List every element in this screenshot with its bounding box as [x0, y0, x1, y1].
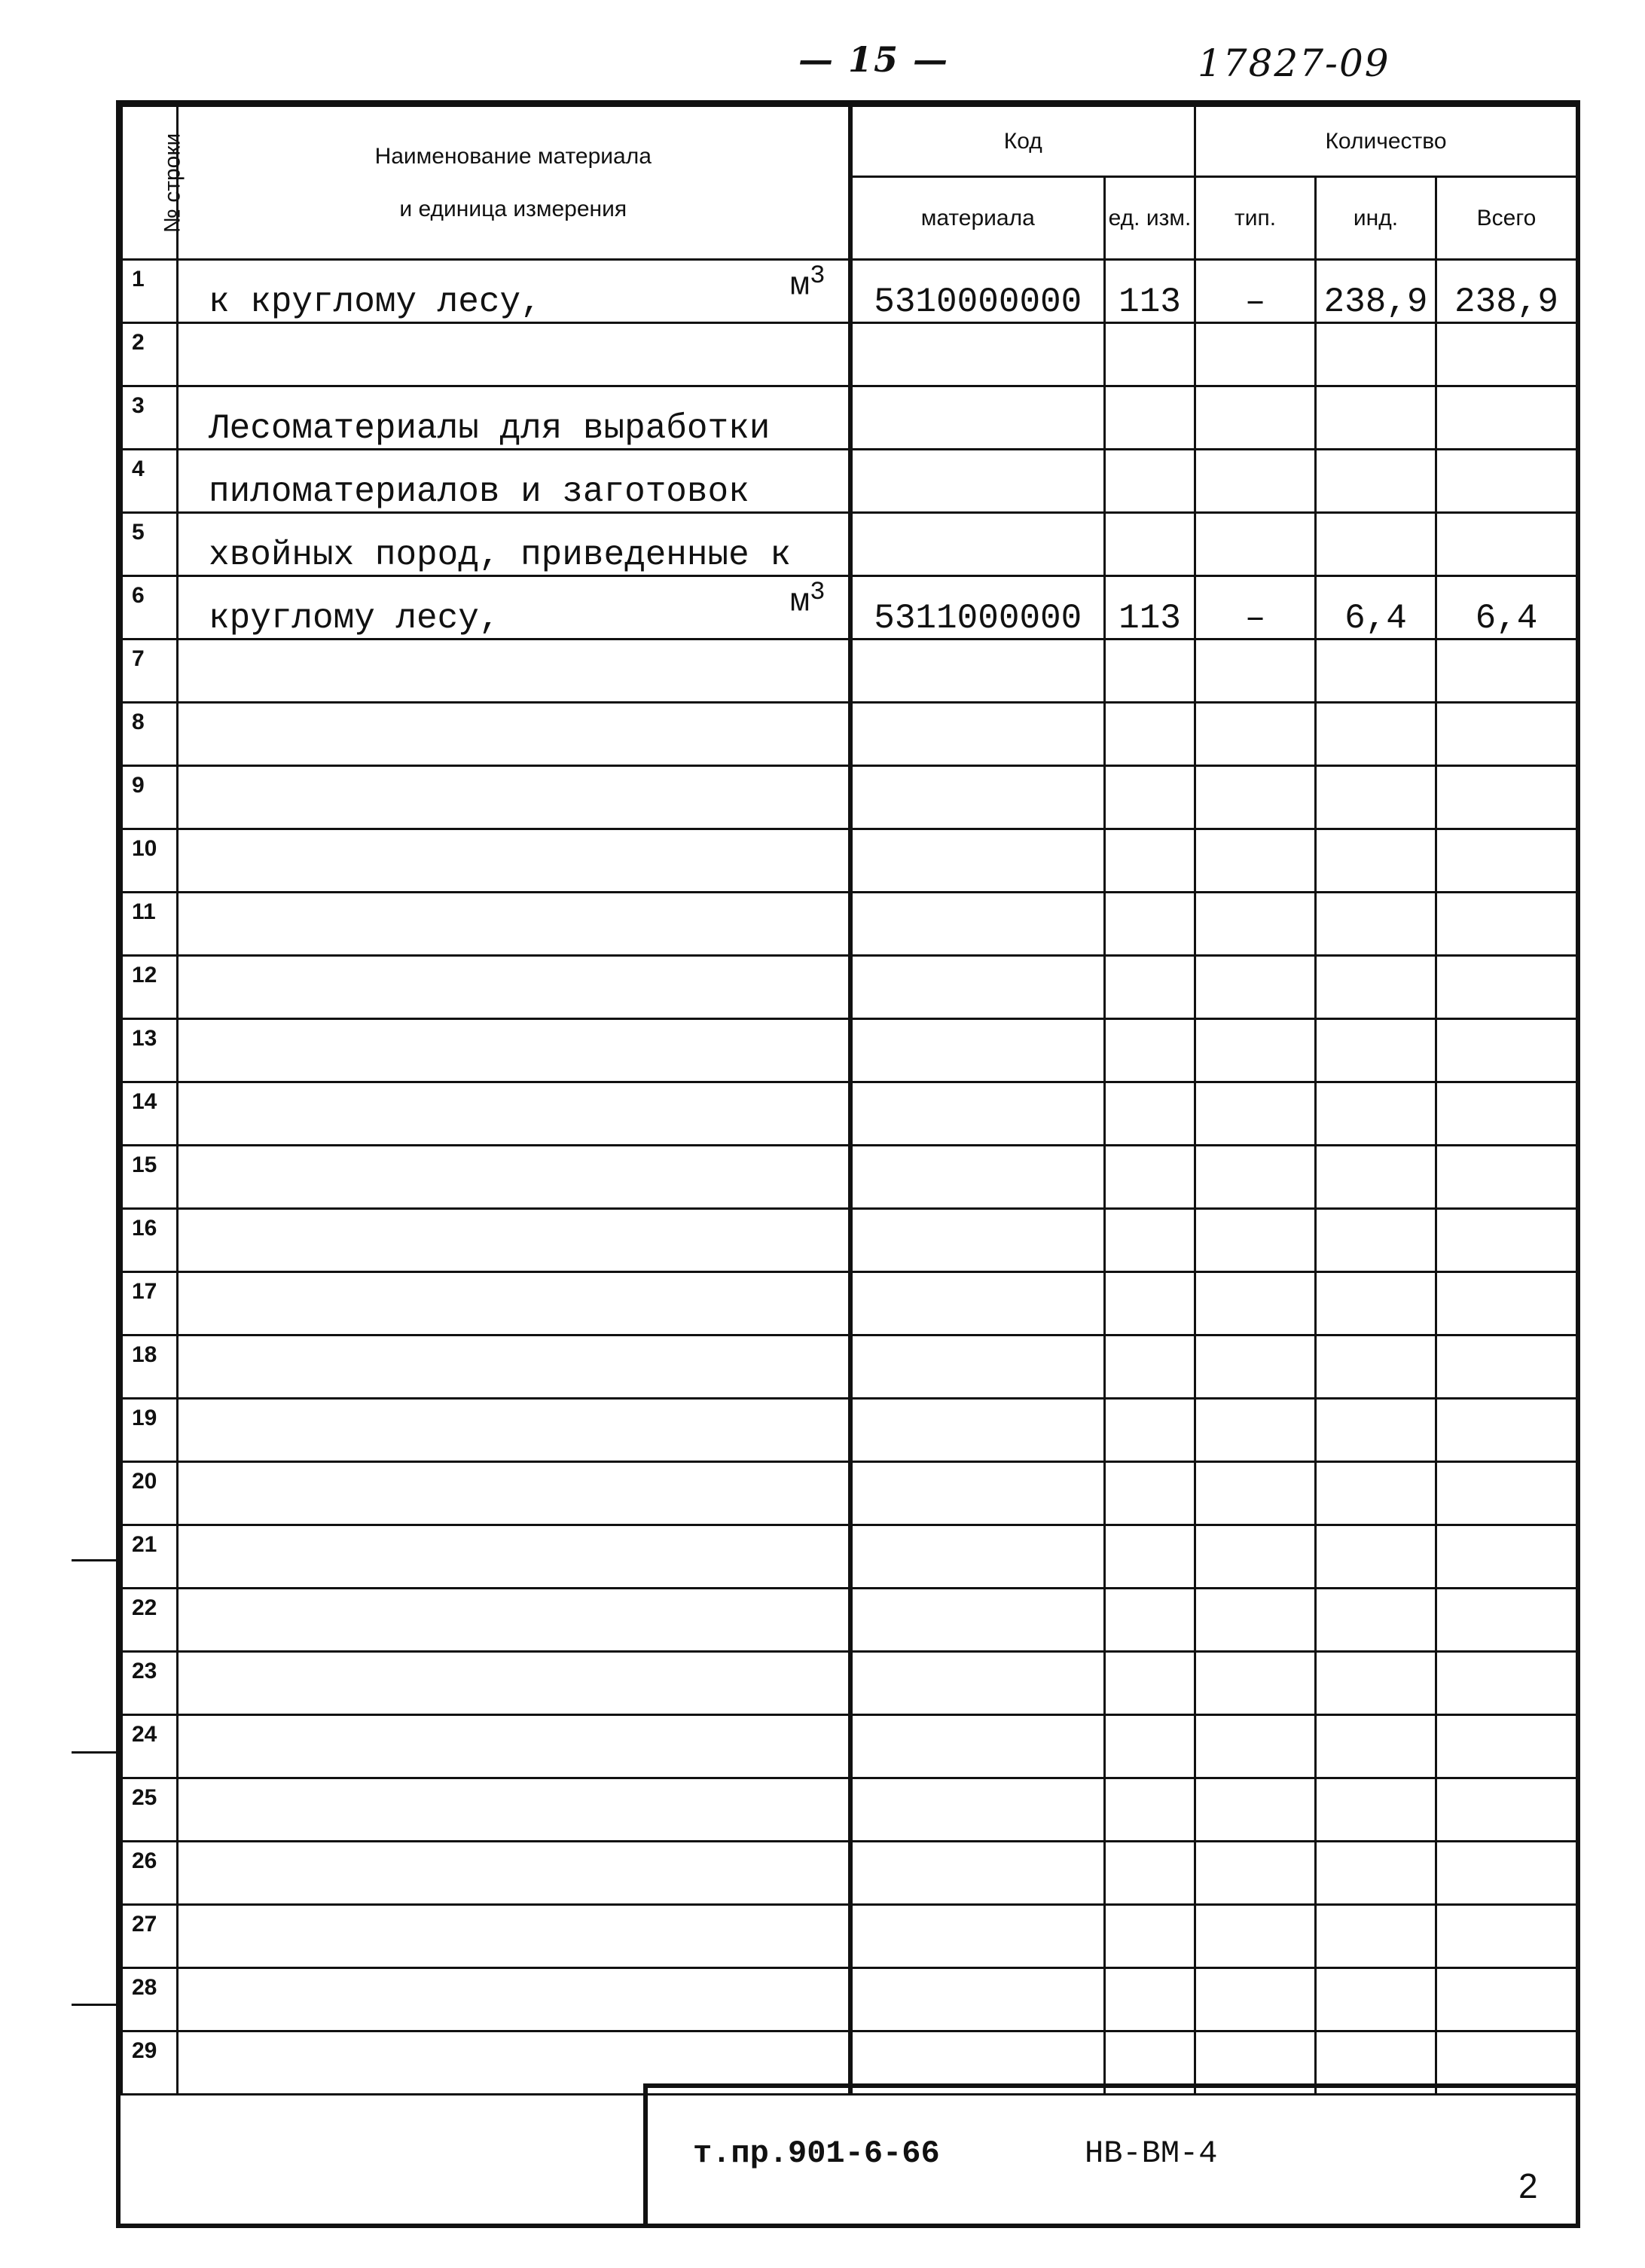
- row-number-cell: 20: [122, 1462, 178, 1525]
- table-row: [122, 766, 1577, 829]
- unit-code-cell: [1105, 1589, 1195, 1652]
- qty-typ-cell: [1195, 1335, 1316, 1399]
- table-row: [122, 1652, 1577, 1715]
- material-name-cell: [178, 1842, 850, 1905]
- qty-ind-cell: [1316, 1335, 1436, 1399]
- qty-ind-cell: [1316, 1905, 1436, 1968]
- qty-ind-cell: [1316, 766, 1436, 829]
- material-code-cell: [850, 639, 1105, 703]
- unit-code-cell: 113: [1105, 260, 1195, 323]
- qty-typ-cell: [1195, 1399, 1316, 1462]
- header-total: Всего: [1436, 177, 1577, 260]
- material-code-cell: [850, 1652, 1105, 1715]
- qty-ind-cell: 6,4: [1316, 576, 1436, 639]
- qty-ind-cell: 238,9: [1316, 260, 1436, 323]
- qty-typ-cell: [1195, 513, 1316, 576]
- table-row: [122, 1715, 1577, 1778]
- qty-total-cell: [1436, 829, 1577, 893]
- table-row: [122, 1209, 1577, 1272]
- table-row: [122, 893, 1577, 956]
- row-number-cell: 9: [122, 766, 178, 829]
- row-number-cell: 13: [122, 1019, 178, 1082]
- qty-ind-cell: [1316, 829, 1436, 893]
- qty-total-cell: 6,4: [1436, 576, 1577, 639]
- qty-typ-cell: [1195, 386, 1316, 450]
- table-row: [122, 1146, 1577, 1209]
- qty-total-cell: [1436, 956, 1577, 1019]
- table-row: [122, 513, 1577, 576]
- qty-total-cell: [1436, 513, 1577, 576]
- material-code-cell: [850, 1272, 1105, 1335]
- qty-total-cell: [1436, 893, 1577, 956]
- qty-ind-cell: [1316, 1146, 1436, 1209]
- qty-ind-cell: [1316, 1968, 1436, 2031]
- unit-code-cell: [1105, 829, 1195, 893]
- qty-ind-cell: [1316, 1082, 1436, 1146]
- qty-typ-cell: [1195, 1905, 1316, 1968]
- material-name-cell: [178, 1905, 850, 1968]
- table-row: [122, 1589, 1577, 1652]
- material-name-cell: [178, 766, 850, 829]
- qty-typ-cell: [1195, 1082, 1316, 1146]
- qty-total-cell: [1436, 639, 1577, 703]
- qty-total-cell: [1436, 1715, 1577, 1778]
- qty-total-cell: [1436, 1652, 1577, 1715]
- material-name-cell: [178, 1525, 850, 1589]
- unit-code-cell: [1105, 450, 1195, 513]
- row-number-cell: 4: [122, 450, 178, 513]
- row-number-cell: 23: [122, 1652, 178, 1715]
- qty-total-cell: [1436, 323, 1577, 386]
- header-material-code: материала: [850, 177, 1105, 260]
- row-number-cell: 5: [122, 513, 178, 576]
- qty-typ-cell: [1195, 1589, 1316, 1652]
- material-name-cell: [178, 1652, 850, 1715]
- material-code-cell: 5311000000: [850, 576, 1105, 639]
- material-code-cell: [850, 893, 1105, 956]
- unit-code-cell: [1105, 1842, 1195, 1905]
- qty-ind-cell: [1316, 1272, 1436, 1335]
- material-name-cell: [178, 1715, 850, 1778]
- qty-ind-cell: [1316, 1842, 1436, 1905]
- material-code-cell: [850, 1335, 1105, 1399]
- sheet-number: 2: [1518, 2166, 1538, 2205]
- material-code-cell: [850, 386, 1105, 450]
- material-name-cell: [178, 829, 850, 893]
- table-row: [122, 1335, 1577, 1399]
- unit-code-cell: [1105, 703, 1195, 766]
- qty-ind-cell: [1316, 1019, 1436, 1082]
- table-row: [122, 260, 1577, 323]
- row-number-cell: 8: [122, 703, 178, 766]
- qty-total-cell: [1436, 1272, 1577, 1335]
- table-row: [122, 1082, 1577, 1146]
- qty-ind-cell: [1316, 1525, 1436, 1589]
- table-row: [122, 1778, 1577, 1842]
- qty-typ-cell: [1195, 323, 1316, 386]
- qty-typ-cell: [1195, 1778, 1316, 1842]
- material-name-cell: круглому лесу, $м^3$: [178, 576, 850, 639]
- unit-code-cell: [1105, 1525, 1195, 1589]
- material-name-cell: [178, 1019, 850, 1082]
- material-code-cell: 5310000000: [850, 260, 1105, 323]
- header-typ: тип.: [1195, 177, 1316, 260]
- qty-ind-cell: [1316, 1589, 1436, 1652]
- unit-code-cell: [1105, 1399, 1195, 1462]
- row-number-cell: 1: [122, 260, 178, 323]
- material-code-cell: [850, 1019, 1105, 1082]
- qty-typ-cell: –: [1195, 260, 1316, 323]
- margin-tick: [72, 2004, 117, 2006]
- row-number-cell: 16: [122, 1209, 178, 1272]
- material-name-cell: [178, 1778, 850, 1842]
- material-code-cell: [850, 1209, 1105, 1272]
- qty-typ-cell: [1195, 1842, 1316, 1905]
- project-number: т.пр.901-6-66: [693, 2135, 940, 2172]
- material-name-cell: [178, 1272, 850, 1335]
- qty-ind-cell: [1316, 1462, 1436, 1525]
- table-row: [122, 1968, 1577, 2031]
- material-name-cell: пиломатериалов и заготовок: [178, 450, 850, 513]
- material-code-cell: [850, 1968, 1105, 2031]
- row-number-cell: 21: [122, 1525, 178, 1589]
- row-number-cell: 28: [122, 1968, 178, 2031]
- unit-code-cell: [1105, 1209, 1195, 1272]
- table-row: [122, 1905, 1577, 1968]
- unit-code-cell: [1105, 386, 1195, 450]
- qty-ind-cell: [1316, 513, 1436, 576]
- row-number-cell: 3: [122, 386, 178, 450]
- material-code-cell: [850, 323, 1105, 386]
- materials-table: [121, 105, 1578, 2096]
- qty-total-cell: [1436, 1589, 1577, 1652]
- material-code-cell: [850, 1589, 1105, 1652]
- page-number-handwritten: — 15 —: [798, 39, 950, 80]
- qty-typ-cell: [1195, 639, 1316, 703]
- unit-code-cell: [1105, 1462, 1195, 1525]
- material-code-cell: [850, 703, 1105, 766]
- qty-ind-cell: [1316, 893, 1436, 956]
- material-code-cell: [850, 450, 1105, 513]
- material-name-cell: [178, 1589, 850, 1652]
- row-number-cell: 12: [122, 956, 178, 1019]
- row-number-cell: 10: [122, 829, 178, 893]
- qty-typ-cell: [1195, 1715, 1316, 1778]
- table-row: [122, 703, 1577, 766]
- qty-ind-cell: [1316, 323, 1436, 386]
- header-quantity-group: Количество: [1195, 106, 1577, 177]
- qty-typ-cell: [1195, 1462, 1316, 1525]
- row-number-cell: 15: [122, 1146, 178, 1209]
- row-number-cell: 7: [122, 639, 178, 703]
- unit-label: $м^3$: [789, 262, 826, 305]
- qty-typ-cell: –: [1195, 576, 1316, 639]
- unit-code-cell: [1105, 1335, 1195, 1399]
- table-row: [122, 1399, 1577, 1462]
- qty-ind-cell: [1316, 956, 1436, 1019]
- margin-tick: [72, 1751, 117, 1754]
- row-number-cell: 6: [122, 576, 178, 639]
- material-code-cell: [850, 1778, 1105, 1842]
- unit-code-cell: [1105, 1652, 1195, 1715]
- table-row: [122, 1462, 1577, 1525]
- material-name-cell: [178, 1968, 850, 2031]
- row-number-cell: 11: [122, 893, 178, 956]
- row-number-cell: 17: [122, 1272, 178, 1335]
- qty-typ-cell: [1195, 893, 1316, 956]
- qty-total-cell: [1436, 1146, 1577, 1209]
- qty-total-cell: 238,9: [1436, 260, 1577, 323]
- unit-code-cell: [1105, 1905, 1195, 1968]
- qty-total-cell: [1436, 450, 1577, 513]
- qty-typ-cell: [1195, 766, 1316, 829]
- qty-total-cell: [1436, 1335, 1577, 1399]
- qty-ind-cell: [1316, 1209, 1436, 1272]
- qty-total-cell: [1436, 1778, 1577, 1842]
- material-name-cell: [178, 1399, 850, 1462]
- unit-code-cell: [1105, 1146, 1195, 1209]
- unit-code-cell: [1105, 1019, 1195, 1082]
- qty-ind-cell: [1316, 1715, 1436, 1778]
- material-code-cell: [850, 1082, 1105, 1146]
- material-name-cell: [178, 639, 850, 703]
- qty-typ-cell: [1195, 1968, 1316, 2031]
- unit-label: $м^3$: [789, 578, 826, 621]
- unit-code-cell: [1105, 956, 1195, 1019]
- header-unit: ед. изм.: [1105, 177, 1195, 260]
- table-row: [122, 1842, 1577, 1905]
- qty-ind-cell: [1316, 1778, 1436, 1842]
- qty-total-cell: [1436, 1905, 1577, 1968]
- material-code-cell: [850, 1399, 1105, 1462]
- material-code-cell: [850, 1842, 1105, 1905]
- row-number-cell: 24: [122, 1715, 178, 1778]
- qty-typ-cell: [1195, 1209, 1316, 1272]
- table-row: [122, 386, 1577, 450]
- table-row: [122, 1019, 1577, 1082]
- qty-total-cell: [1436, 1842, 1577, 1905]
- header-row-number: № строки: [122, 106, 178, 260]
- header-name: Наименование материала и единица измерения: [178, 106, 850, 260]
- qty-typ-cell: [1195, 703, 1316, 766]
- table-row: [122, 1525, 1577, 1589]
- header-ind: инд.: [1316, 177, 1436, 260]
- material-name-cell: [178, 1335, 850, 1399]
- qty-ind-cell: [1316, 1652, 1436, 1715]
- material-code-cell: [850, 956, 1105, 1019]
- qty-total-cell: [1436, 703, 1577, 766]
- unit-code-cell: [1105, 639, 1195, 703]
- material-name-cell: [178, 1146, 850, 1209]
- row-number-cell: 26: [122, 1842, 178, 1905]
- material-name-cell: [178, 956, 850, 1019]
- qty-typ-cell: [1195, 1652, 1316, 1715]
- qty-total-cell: [1436, 1462, 1577, 1525]
- row-number-cell: 29: [122, 2031, 178, 2095]
- material-name-cell: хвойных пород, приведенные к: [178, 513, 850, 576]
- material-name-cell: [178, 1209, 850, 1272]
- row-number-cell: 25: [122, 1778, 178, 1842]
- unit-code-cell: [1105, 1715, 1195, 1778]
- material-name-cell: [178, 703, 850, 766]
- header-code-group: Код: [850, 106, 1195, 177]
- material-name-cell: [178, 893, 850, 956]
- qty-total-cell: [1436, 1019, 1577, 1082]
- table-row: [122, 450, 1577, 513]
- material-name-cell: [178, 323, 850, 386]
- qty-typ-cell: [1195, 1272, 1316, 1335]
- qty-ind-cell: [1316, 386, 1436, 450]
- document-number-handwritten: 17827-09: [1198, 41, 1390, 85]
- qty-ind-cell: [1316, 450, 1436, 513]
- qty-ind-cell: [1316, 703, 1436, 766]
- unit-code-cell: [1105, 323, 1195, 386]
- table-row: [122, 323, 1577, 386]
- qty-total-cell: [1436, 1968, 1577, 2031]
- material-code-cell: [850, 1525, 1105, 1589]
- qty-typ-cell: [1195, 829, 1316, 893]
- margin-tick: [72, 1559, 117, 1561]
- table-row: [122, 956, 1577, 1019]
- qty-ind-cell: [1316, 639, 1436, 703]
- material-code-cell: [850, 1905, 1105, 1968]
- qty-typ-cell: [1195, 956, 1316, 1019]
- unit-code-cell: [1105, 766, 1195, 829]
- row-number-cell: 19: [122, 1399, 178, 1462]
- material-code-cell: [850, 1146, 1105, 1209]
- material-code-cell: [850, 1715, 1105, 1778]
- row-number-cell: 2: [122, 323, 178, 386]
- qty-typ-cell: [1195, 450, 1316, 513]
- qty-total-cell: [1436, 766, 1577, 829]
- unit-code-cell: [1105, 1968, 1195, 2031]
- qty-total-cell: [1436, 386, 1577, 450]
- material-code-cell: [850, 766, 1105, 829]
- qty-typ-cell: [1195, 1525, 1316, 1589]
- unit-code-cell: [1105, 1778, 1195, 1842]
- unit-code-cell: 113: [1105, 576, 1195, 639]
- material-code-cell: [850, 513, 1105, 576]
- table-row: [122, 829, 1577, 893]
- table-row: [122, 576, 1577, 639]
- qty-typ-cell: [1195, 1019, 1316, 1082]
- material-name-cell: [178, 1462, 850, 1525]
- unit-code-cell: [1105, 893, 1195, 956]
- material-code-cell: [850, 1462, 1105, 1525]
- material-name-cell: Лесоматериалы для выработки: [178, 386, 850, 450]
- material-code-cell: [850, 829, 1105, 893]
- row-number-cell: 27: [122, 1905, 178, 1968]
- unit-code-cell: [1105, 513, 1195, 576]
- qty-ind-cell: [1316, 1399, 1436, 1462]
- material-name-cell: [178, 1082, 850, 1146]
- table-row: [122, 1272, 1577, 1335]
- material-name-cell: к круглому лесу, $м^3$: [178, 260, 850, 323]
- qty-total-cell: [1436, 1525, 1577, 1589]
- row-number-cell: 18: [122, 1335, 178, 1399]
- qty-total-cell: [1436, 1399, 1577, 1462]
- qty-typ-cell: [1195, 1146, 1316, 1209]
- qty-total-cell: [1436, 1209, 1577, 1272]
- row-number-cell: 14: [122, 1082, 178, 1146]
- qty-total-cell: [1436, 1082, 1577, 1146]
- document-code: НВ-ВМ-4: [1085, 2135, 1218, 2172]
- unit-code-cell: [1105, 1272, 1195, 1335]
- row-number-cell: 22: [122, 1589, 178, 1652]
- unit-code-cell: [1105, 1082, 1195, 1146]
- table-row: [122, 639, 1577, 703]
